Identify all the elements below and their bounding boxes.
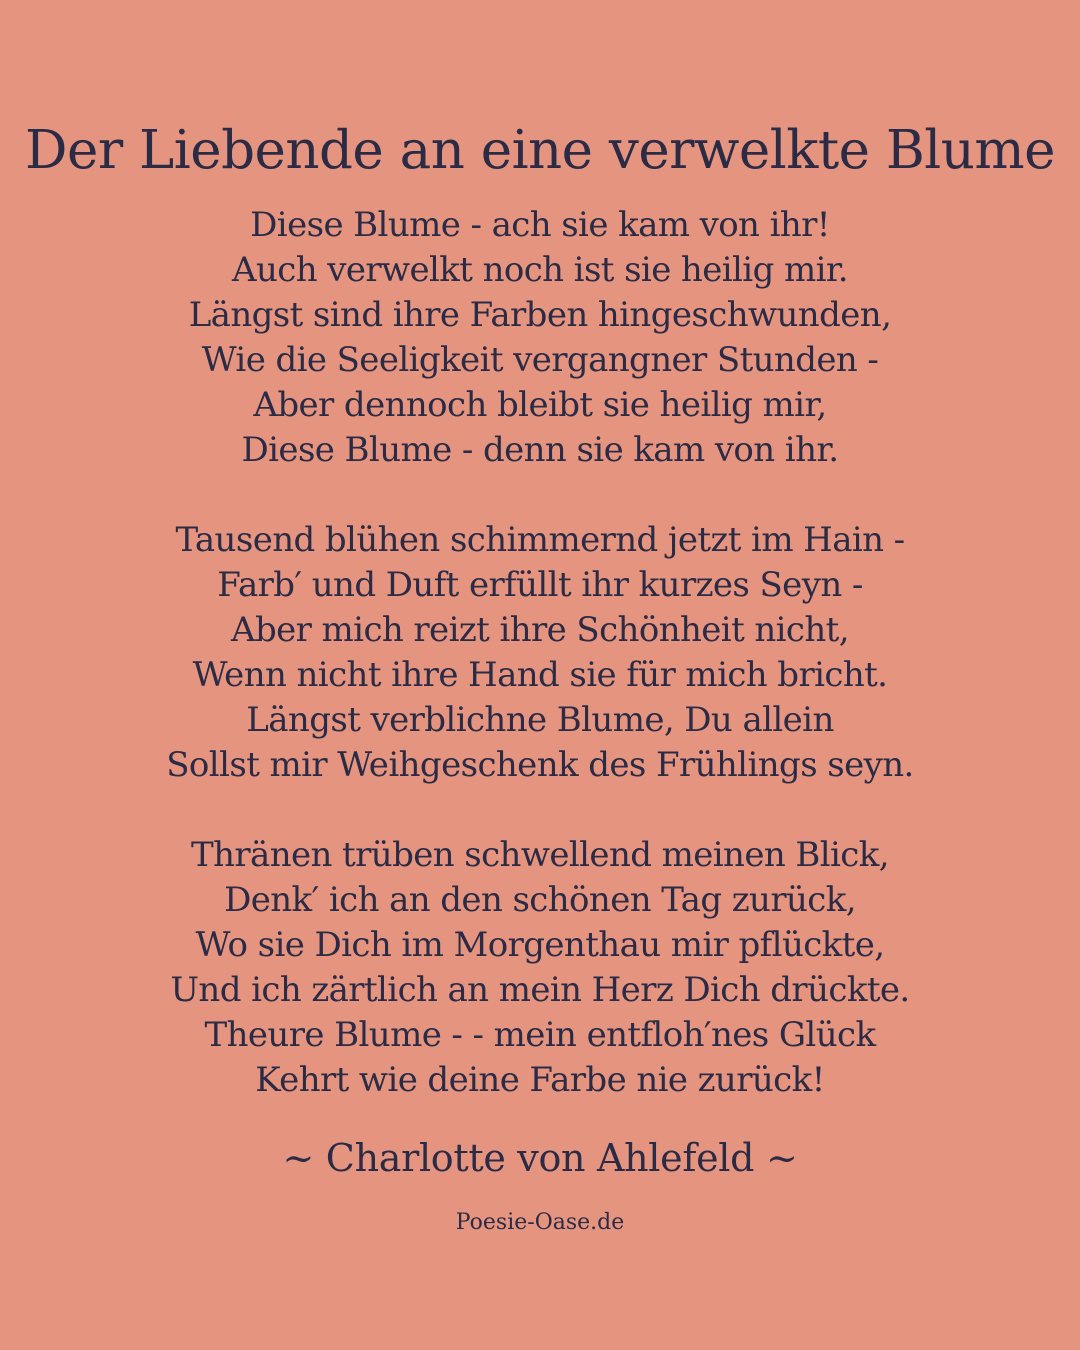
- author-credit: ~ Charlotte von Ahlefeld ~: [282, 1136, 798, 1180]
- poem-line: Sollst mir Weihgeschenk des Frühlings seyn.: [166, 745, 914, 785]
- poem-line: Kehrt wie deine Farbe nie zurück!: [255, 1060, 825, 1100]
- poem-line: Diese Blume - denn sie kam von ihr.: [241, 430, 839, 470]
- poem-line: Aber dennoch bleibt sie heilig mir,: [253, 385, 827, 425]
- poem-title: Der Liebende an eine verwelkte Blume: [25, 120, 1055, 181]
- poem-line: Theure Blume - - mein entfloh′nes Glück: [204, 1015, 876, 1055]
- poem-line: Denk′ ich an den schönen Tag zurück,: [224, 880, 856, 920]
- poem-line: Und ich zärtlich an mein Herz Dich drückte.: [170, 970, 910, 1010]
- poem-line: Diese Blume - ach sie kam von ihr!: [250, 205, 830, 245]
- poem-line: Längst sind ihre Farben hingeschwunden,: [188, 295, 892, 335]
- poem-line: Thränen trüben schwellend meinen Blick,: [191, 835, 889, 875]
- stanza-2: [0, 518, 1080, 788]
- poem-line: Aber mich reizt ihre Schönheit nicht,: [231, 610, 849, 650]
- poem-line: Wenn nicht ihre Hand sie für mich bricht.: [192, 655, 888, 695]
- site-watermark: Poesie-Oase.de: [455, 1210, 625, 1235]
- poem-line: Wie die Seeligkeit vergangner Stunden -: [201, 340, 879, 380]
- stanza-3: [0, 833, 1080, 1103]
- poem-line: Farb′ und Duft erfüllt ihr kurzes Seyn -: [217, 565, 863, 605]
- poem-line: Auch verwelkt noch ist sie heilig mir.: [232, 250, 848, 290]
- poem-line: Längst verblichne Blume, Du allein: [246, 700, 834, 740]
- poem-line: Wo sie Dich im Morgenthau mir pflückte,: [195, 925, 885, 965]
- stanza-1: [0, 203, 1080, 473]
- poem-line: Tausend blühen schimmernd jetzt im Hain -: [175, 520, 905, 560]
